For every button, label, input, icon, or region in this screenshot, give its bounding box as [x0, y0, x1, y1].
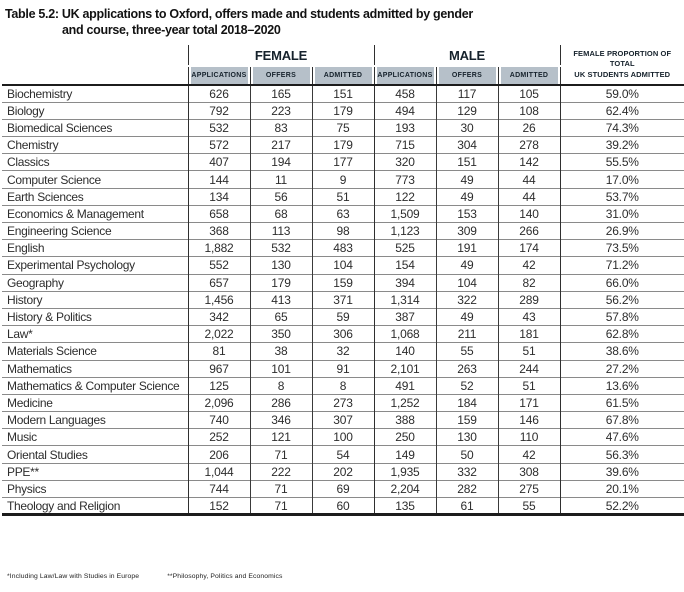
course-cell: History & Politics	[2, 308, 188, 325]
table-row	[2, 498, 684, 515]
female-applications-cell: 368	[188, 223, 250, 240]
female-offers-cell: 222	[250, 463, 312, 480]
male-admitted-cell: 308	[498, 463, 560, 480]
table-row	[2, 171, 684, 188]
male-offers-cell: 211	[436, 326, 498, 343]
table-row	[2, 360, 684, 377]
table-row	[2, 257, 684, 274]
male-group-header: MALE	[374, 45, 560, 66]
male-admitted-cell: 43	[498, 308, 560, 325]
male-applications-cell: 149	[374, 446, 436, 463]
female-admitted-cell: 306	[312, 326, 374, 343]
proportion-cell: 71.2%	[560, 257, 684, 274]
proportion-header-line1: FEMALE PROPORTION OF TOTAL	[573, 49, 672, 69]
female-applications-cell: 626	[188, 85, 250, 102]
proportion-cell: 56.3%	[560, 446, 684, 463]
male-applications-cell: 773	[374, 171, 436, 188]
table-row	[2, 446, 684, 463]
female-applications-cell: 134	[188, 188, 250, 205]
course-cell: Law*	[2, 326, 188, 343]
table-row	[2, 429, 684, 446]
male-admitted-cell: 42	[498, 446, 560, 463]
table-row	[2, 102, 684, 119]
male-offers-header: OFFERS	[436, 66, 498, 85]
female-applications-cell: 572	[188, 137, 250, 154]
proportion-cell: 57.8%	[560, 308, 684, 325]
female-offers-cell: 68	[250, 205, 312, 222]
male-admitted-cell: 55	[498, 498, 560, 515]
table-row	[2, 308, 684, 325]
female-offers-cell: 113	[250, 223, 312, 240]
female-offers-cell: 83	[250, 119, 312, 136]
female-admitted-cell: 307	[312, 412, 374, 429]
female-admitted-cell: 151	[312, 85, 374, 102]
male-offers-cell: 130	[436, 429, 498, 446]
female-applications-cell: 1,456	[188, 291, 250, 308]
male-offers-cell: 159	[436, 412, 498, 429]
male-admitted-cell: 181	[498, 326, 560, 343]
table-row	[2, 85, 684, 102]
female-admitted-cell: 159	[312, 274, 374, 291]
male-offers-cell: 184	[436, 394, 498, 411]
table-row	[2, 205, 684, 222]
female-applications-cell: 81	[188, 343, 250, 360]
female-offers-cell: 532	[250, 240, 312, 257]
course-cell: Modern Languages	[2, 412, 188, 429]
male-offers-cell: 129	[436, 102, 498, 119]
female-offers-cell: 346	[250, 412, 312, 429]
male-applications-cell: 388	[374, 412, 436, 429]
female-admitted-cell: 63	[312, 205, 374, 222]
female-offers-cell: 121	[250, 429, 312, 446]
male-offers-cell: 104	[436, 274, 498, 291]
male-offers-cell: 153	[436, 205, 498, 222]
proportion-cell: 17.0%	[560, 171, 684, 188]
male-offers-cell: 49	[436, 257, 498, 274]
male-applications-cell: 250	[374, 429, 436, 446]
male-admitted-cell: 174	[498, 240, 560, 257]
admissions-table-container	[2, 45, 684, 516]
female-applications-cell: 1,882	[188, 240, 250, 257]
proportion-cell: 55.5%	[560, 154, 684, 171]
male-admitted-cell: 51	[498, 343, 560, 360]
course-cell: Materials Science	[2, 343, 188, 360]
male-admitted-cell: 244	[498, 360, 560, 377]
male-offers-cell: 55	[436, 343, 498, 360]
male-applications-cell: 140	[374, 343, 436, 360]
female-admitted-cell: 273	[312, 394, 374, 411]
male-applications-cell: 1,509	[374, 205, 436, 222]
male-applications-cell: 135	[374, 498, 436, 515]
subheader-blank-cell	[2, 66, 188, 85]
table-row	[2, 291, 684, 308]
female-applications-cell: 967	[188, 360, 250, 377]
course-cell: Chemistry	[2, 137, 188, 154]
female-applications-cell: 407	[188, 154, 250, 171]
female-applications-cell: 744	[188, 480, 250, 497]
proportion-cell: 38.6%	[560, 343, 684, 360]
table-title-line2: and course, three-year total 2018–2020	[62, 23, 281, 38]
course-cell: Oriental Studies	[2, 446, 188, 463]
female-applications-cell: 740	[188, 412, 250, 429]
course-cell: Computer Science	[2, 171, 188, 188]
male-offers-cell: 61	[436, 498, 498, 515]
female-applications-cell: 792	[188, 102, 250, 119]
male-applications-cell: 458	[374, 85, 436, 102]
male-offers-cell: 49	[436, 171, 498, 188]
female-admitted-cell: 59	[312, 308, 374, 325]
course-cell: Economics & Management	[2, 205, 188, 222]
male-applications-cell: 387	[374, 308, 436, 325]
male-offers-cell: 50	[436, 446, 498, 463]
female-admitted-cell: 179	[312, 137, 374, 154]
table-row	[2, 188, 684, 205]
female-admitted-cell: 202	[312, 463, 374, 480]
male-applications-cell: 2,101	[374, 360, 436, 377]
male-applications-cell: 154	[374, 257, 436, 274]
female-offers-cell: 286	[250, 394, 312, 411]
male-admitted-header: ADMITTED	[498, 66, 560, 85]
female-applications-cell: 2,022	[188, 326, 250, 343]
male-applications-cell: 394	[374, 274, 436, 291]
male-admitted-cell: 51	[498, 377, 560, 394]
table-row	[2, 412, 684, 429]
footnotes	[7, 573, 283, 580]
table-row	[2, 119, 684, 136]
table-row	[2, 154, 684, 171]
course-cell: Engineering Science	[2, 223, 188, 240]
male-applications-cell: 1,123	[374, 223, 436, 240]
female-offers-cell: 101	[250, 360, 312, 377]
proportion-cell: 39.6%	[560, 463, 684, 480]
proportion-cell: 62.8%	[560, 326, 684, 343]
female-offers-cell: 350	[250, 326, 312, 343]
male-admitted-cell: 44	[498, 188, 560, 205]
proportion-column-header	[560, 45, 684, 85]
course-cell: Medicine	[2, 394, 188, 411]
course-cell: Physics	[2, 480, 188, 497]
female-applications-header: APPLICATIONS	[188, 66, 250, 85]
male-offers-cell: 263	[436, 360, 498, 377]
male-applications-cell: 320	[374, 154, 436, 171]
female-applications-cell: 657	[188, 274, 250, 291]
female-admitted-cell: 8	[312, 377, 374, 394]
female-admitted-cell: 483	[312, 240, 374, 257]
female-admitted-header: ADMITTED	[312, 66, 374, 85]
female-applications-cell: 1,044	[188, 463, 250, 480]
table-row	[2, 137, 684, 154]
female-admitted-cell: 104	[312, 257, 374, 274]
male-applications-cell: 715	[374, 137, 436, 154]
female-admitted-cell: 179	[312, 102, 374, 119]
proportion-cell: 66.0%	[560, 274, 684, 291]
male-offers-cell: 322	[436, 291, 498, 308]
course-cell: Biology	[2, 102, 188, 119]
male-applications-cell: 1,935	[374, 463, 436, 480]
table-row	[2, 326, 684, 343]
female-offers-cell: 413	[250, 291, 312, 308]
female-applications-cell: 552	[188, 257, 250, 274]
proportion-cell: 67.8%	[560, 412, 684, 429]
female-applications-cell: 252	[188, 429, 250, 446]
male-offers-cell: 309	[436, 223, 498, 240]
female-applications-cell: 658	[188, 205, 250, 222]
male-admitted-cell: 146	[498, 412, 560, 429]
male-admitted-cell: 108	[498, 102, 560, 119]
proportion-cell: 56.2%	[560, 291, 684, 308]
male-applications-cell: 2,204	[374, 480, 436, 497]
course-cell: Biochemistry	[2, 85, 188, 102]
female-admitted-cell: 51	[312, 188, 374, 205]
male-admitted-cell: 26	[498, 119, 560, 136]
male-admitted-cell: 275	[498, 480, 560, 497]
course-cell: PPE**	[2, 463, 188, 480]
female-admitted-cell: 371	[312, 291, 374, 308]
male-applications-cell: 494	[374, 102, 436, 119]
course-cell: Music	[2, 429, 188, 446]
male-admitted-cell: 289	[498, 291, 560, 308]
female-admitted-cell: 9	[312, 171, 374, 188]
male-admitted-cell: 42	[498, 257, 560, 274]
table-header	[2, 45, 684, 85]
female-offers-cell: 165	[250, 85, 312, 102]
proportion-cell: 73.5%	[560, 240, 684, 257]
course-cell: Earth Sciences	[2, 188, 188, 205]
proportion-cell: 20.1%	[560, 480, 684, 497]
female-offers-cell: 179	[250, 274, 312, 291]
proportion-cell: 59.0%	[560, 85, 684, 102]
female-admitted-cell: 100	[312, 429, 374, 446]
female-group-header: FEMALE	[188, 45, 374, 66]
course-cell: Geography	[2, 274, 188, 291]
female-admitted-cell: 32	[312, 343, 374, 360]
footnote-ppe: **Philosophy, Politics and Economics	[167, 573, 283, 580]
proportion-cell: 62.4%	[560, 102, 684, 119]
female-admitted-cell: 177	[312, 154, 374, 171]
table-title-line1: Table 5.2: UK applications to Oxford, offers made and students admitted by gender	[5, 7, 473, 21]
table-row	[2, 240, 684, 257]
female-offers-cell: 130	[250, 257, 312, 274]
male-applications-cell: 1,068	[374, 326, 436, 343]
male-offers-cell: 52	[436, 377, 498, 394]
course-cell: Theology and Religion	[2, 498, 188, 515]
female-applications-cell: 206	[188, 446, 250, 463]
proportion-cell: 31.0%	[560, 205, 684, 222]
female-applications-cell: 532	[188, 119, 250, 136]
proportion-cell: 26.9%	[560, 223, 684, 240]
proportion-cell: 47.6%	[560, 429, 684, 446]
male-admitted-cell: 266	[498, 223, 560, 240]
proportion-cell: 52.2%	[560, 498, 684, 515]
male-admitted-cell: 82	[498, 274, 560, 291]
female-admitted-cell: 91	[312, 360, 374, 377]
course-cell: English	[2, 240, 188, 257]
male-offers-cell: 332	[436, 463, 498, 480]
male-admitted-cell: 278	[498, 137, 560, 154]
proportion-cell: 61.5%	[560, 394, 684, 411]
footnote-law: *Including Law/Law with Studies in Europe	[7, 573, 140, 580]
male-offers-cell: 151	[436, 154, 498, 171]
female-offers-cell: 71	[250, 480, 312, 497]
course-cell: Experimental Psychology	[2, 257, 188, 274]
female-offers-header: OFFERS	[250, 66, 312, 85]
female-offers-cell: 38	[250, 343, 312, 360]
female-admitted-cell: 75	[312, 119, 374, 136]
female-offers-cell: 11	[250, 171, 312, 188]
table-body	[2, 85, 684, 515]
table-title	[5, 6, 473, 39]
male-applications-header: APPLICATIONS	[374, 66, 436, 85]
male-admitted-cell: 110	[498, 429, 560, 446]
corner-blank-cell	[2, 45, 188, 66]
female-applications-cell: 152	[188, 498, 250, 515]
female-applications-cell: 125	[188, 377, 250, 394]
table-row	[2, 377, 684, 394]
male-offers-cell: 191	[436, 240, 498, 257]
female-admitted-cell: 60	[312, 498, 374, 515]
female-offers-cell: 65	[250, 308, 312, 325]
group-header-row	[2, 45, 684, 66]
male-offers-cell: 117	[436, 85, 498, 102]
table-row	[2, 343, 684, 360]
male-offers-cell: 49	[436, 188, 498, 205]
male-applications-cell: 525	[374, 240, 436, 257]
female-offers-cell: 223	[250, 102, 312, 119]
proportion-cell: 27.2%	[560, 360, 684, 377]
male-admitted-cell: 171	[498, 394, 560, 411]
female-applications-cell: 144	[188, 171, 250, 188]
female-offers-cell: 194	[250, 154, 312, 171]
course-cell: History	[2, 291, 188, 308]
male-admitted-cell: 142	[498, 154, 560, 171]
female-offers-cell: 8	[250, 377, 312, 394]
table-row	[2, 223, 684, 240]
male-offers-cell: 49	[436, 308, 498, 325]
female-offers-cell: 71	[250, 446, 312, 463]
female-applications-cell: 2,096	[188, 394, 250, 411]
male-applications-cell: 193	[374, 119, 436, 136]
male-admitted-cell: 44	[498, 171, 560, 188]
female-applications-cell: 342	[188, 308, 250, 325]
admissions-table	[2, 45, 684, 516]
course-cell: Classics	[2, 154, 188, 171]
proportion-cell: 74.3%	[560, 119, 684, 136]
table-row	[2, 274, 684, 291]
course-cell: Mathematics & Computer Science	[2, 377, 188, 394]
course-cell: Mathematics	[2, 360, 188, 377]
male-admitted-cell: 140	[498, 205, 560, 222]
proportion-cell: 53.7%	[560, 188, 684, 205]
proportion-cell: 13.6%	[560, 377, 684, 394]
table-row	[2, 480, 684, 497]
proportion-header-line2: UK STUDENTS ADMITTED	[574, 69, 671, 79]
female-admitted-cell: 98	[312, 223, 374, 240]
male-admitted-cell: 105	[498, 85, 560, 102]
female-admitted-cell: 54	[312, 446, 374, 463]
male-applications-cell: 1,252	[374, 394, 436, 411]
female-admitted-cell: 69	[312, 480, 374, 497]
male-applications-cell: 491	[374, 377, 436, 394]
male-applications-cell: 122	[374, 188, 436, 205]
female-offers-cell: 71	[250, 498, 312, 515]
male-offers-cell: 282	[436, 480, 498, 497]
table-row	[2, 463, 684, 480]
male-offers-cell: 30	[436, 119, 498, 136]
course-cell: Biomedical Sciences	[2, 119, 188, 136]
female-offers-cell: 217	[250, 137, 312, 154]
male-offers-cell: 304	[436, 137, 498, 154]
female-offers-cell: 56	[250, 188, 312, 205]
table-row	[2, 394, 684, 411]
proportion-cell: 39.2%	[560, 137, 684, 154]
male-applications-cell: 1,314	[374, 291, 436, 308]
